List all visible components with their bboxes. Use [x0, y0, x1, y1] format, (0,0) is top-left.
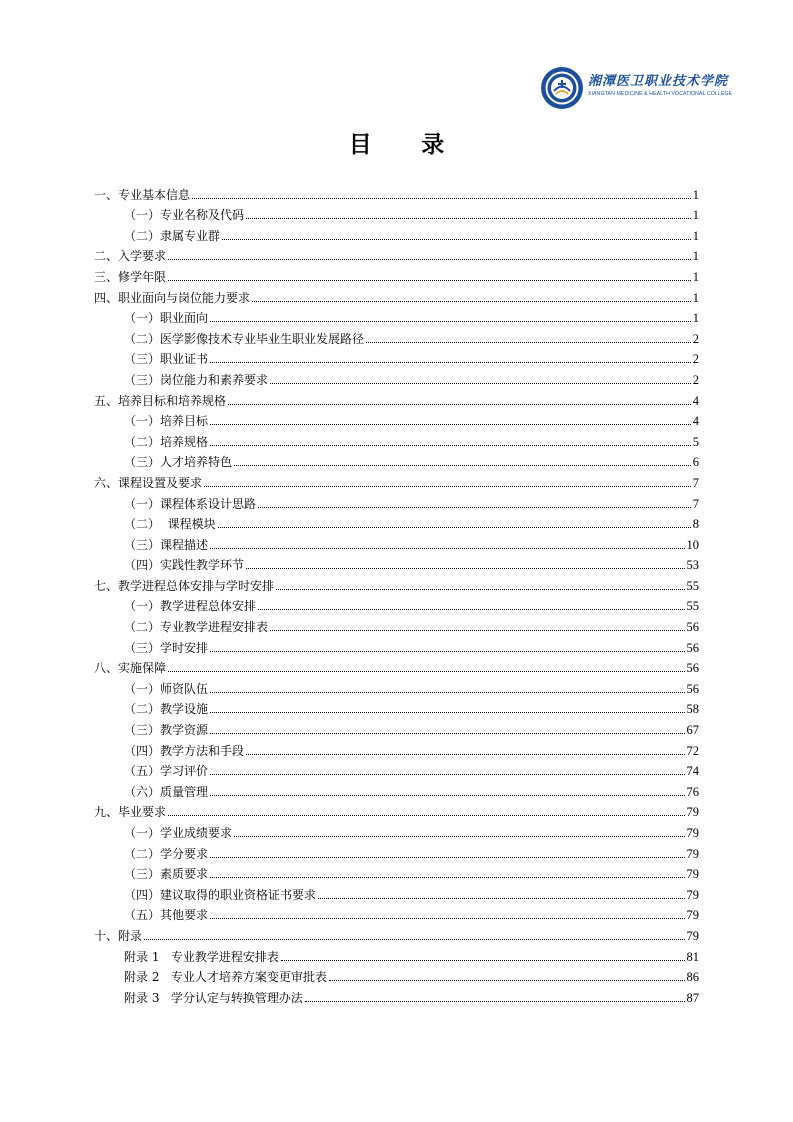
toc-entry[interactable] — [94, 573, 699, 594]
toc-dot-leader — [210, 711, 684, 713]
page-title: 目 录 — [348, 132, 465, 158]
toc-dot-leader — [366, 341, 691, 343]
toc-dot-leader — [258, 608, 684, 610]
college-name-en: XIANGTAN MEDICINE & HEALTH VOCATIONAL COLLEGE — [588, 91, 733, 97]
toc-entry-page: 6 — [692, 455, 699, 470]
toc-entry-page: 79 — [686, 826, 699, 840]
toc-entry-page: 86 — [686, 970, 699, 985]
toc-entry[interactable] — [94, 491, 699, 512]
toc-entry-title: （四）教学方法和手段 — [124, 743, 245, 758]
toc-dot-leader — [234, 464, 691, 466]
college-name-cn: 湘潭医卫职业技术学院 — [588, 74, 729, 89]
toc-entry-title: （三）素质要求 — [124, 867, 209, 882]
toc-dot-leader — [270, 382, 691, 384]
toc-entry-title: 七、教学进程总体安排与学时安排 — [94, 578, 275, 593]
toc-entry[interactable] — [94, 820, 699, 841]
toc-entry-title: （一）课程体系设计思路 — [124, 496, 257, 511]
toc-entry[interactable] — [94, 800, 699, 821]
toc-entry-page: 74 — [686, 764, 699, 779]
toc-entry-page: 56 — [686, 681, 699, 696]
toc-entry-page: 1 — [692, 290, 699, 305]
toc-dot-leader — [210, 361, 691, 363]
toc-entry-page: 1 — [692, 269, 699, 284]
toc-dot-leader — [246, 217, 691, 219]
toc-entry-title: 十、附录 — [94, 928, 143, 943]
toc-entry-title: （一）教学进程总体安排 — [124, 599, 257, 614]
toc-entry-title: 五、培养目标和培养规格 — [94, 393, 227, 408]
toc-entry[interactable] — [94, 965, 699, 986]
toc-entry[interactable] — [94, 841, 699, 862]
toc-entry[interactable] — [94, 903, 699, 924]
toc-dot-leader — [210, 650, 684, 652]
toc-dot-leader — [210, 691, 684, 693]
toc-entry[interactable] — [94, 285, 699, 306]
toc-entry[interactable] — [94, 223, 699, 244]
toc-entry-page: 79 — [686, 887, 699, 902]
toc-entry[interactable] — [94, 759, 699, 780]
toc-dot-leader — [210, 876, 684, 878]
toc-entry-title: （二）专业教学进程安排表 — [124, 620, 269, 635]
toc-dot-leader — [210, 547, 684, 549]
toc-entry-page: 1 — [692, 228, 699, 243]
toc-entry[interactable] — [94, 553, 699, 574]
toc-dot-leader — [144, 938, 684, 940]
toc-entry[interactable] — [94, 614, 699, 635]
toc-entry-title: （三）职业证书 — [124, 352, 209, 367]
toc-entry-page: 55 — [686, 578, 699, 593]
toc-entry-page: 2 — [692, 352, 699, 367]
toc-dot-leader — [218, 526, 691, 528]
toc-entry-page: 79 — [686, 805, 699, 820]
toc-entry-page: 7 — [692, 496, 699, 511]
toc-dot-leader — [234, 835, 684, 837]
toc-entry-page: 55 — [686, 599, 699, 614]
toc-entry-page: 56 — [686, 661, 699, 676]
toc-entry-title: （一）师资队伍 — [124, 681, 209, 696]
toc-dot-leader — [192, 197, 691, 199]
toc-entry-title: 一、专业基本信息 — [94, 187, 191, 202]
toc-entry-page: 1 — [692, 249, 699, 264]
toc-entry-page: 1 — [692, 187, 699, 202]
toc-dot-leader — [281, 959, 685, 961]
toc-entry-page: 56 — [686, 640, 699, 655]
toc-entry[interactable] — [94, 944, 699, 965]
toc-entry-title: （二）教学设施 — [124, 702, 209, 717]
toc-dot-leader — [210, 794, 684, 796]
toc-entry-page: 2 — [692, 331, 699, 346]
table-of-contents — [94, 182, 699, 1006]
toc-dot-leader — [329, 979, 685, 981]
toc-dot-leader — [210, 732, 684, 734]
college-wordmark — [588, 70, 758, 97]
toc-dot-leader — [276, 588, 684, 590]
toc-entry[interactable] — [94, 347, 699, 368]
toc-dot-leader — [204, 485, 691, 487]
toc-entry-title: 九、毕业要求 — [94, 805, 167, 820]
toc-entry-page: 79 — [686, 846, 699, 861]
toc-entry-page: 76 — [686, 784, 699, 799]
toc-dot-leader — [210, 320, 691, 322]
toc-dot-leader — [222, 238, 691, 240]
toc-entry[interactable] — [94, 779, 699, 800]
toc-dot-leader — [210, 423, 691, 425]
toc-entry-title: （三）教学资源 — [124, 723, 209, 738]
toc-entry[interactable] — [94, 923, 699, 944]
toc-entry-title: （五）其他要求 — [124, 908, 209, 923]
toc-entry[interactable] — [94, 429, 699, 450]
toc-entry-page: 4 — [692, 393, 699, 408]
toc-entry-title: （四）建议取得的职业资格证书要求 — [124, 887, 317, 902]
toc-entry-title: （三）岗位能力和素养要求 — [124, 372, 269, 387]
toc-entry-title: 四、职业面向与岗位能力要求 — [94, 290, 251, 305]
toc-entry-title: （二）培养规格 — [124, 434, 209, 449]
toc-entry-page: 67 — [686, 723, 699, 738]
toc-entry-page: 4 — [692, 414, 699, 429]
toc-dot-leader — [210, 917, 684, 919]
toc-entry[interactable] — [94, 244, 699, 265]
toc-entry-page: 79 — [686, 908, 699, 923]
toc-entry-title: 二、入学要求 — [94, 249, 167, 264]
toc-entry-page: 1 — [692, 208, 699, 223]
toc-entry[interactable] — [94, 367, 699, 388]
toc-entry[interactable] — [94, 512, 699, 533]
toc-entry[interactable] — [94, 676, 699, 697]
toc-dot-leader — [252, 300, 691, 302]
toc-entry[interactable] — [94, 203, 699, 224]
toc-dot-leader — [168, 814, 684, 816]
toc-entry-page: 56 — [686, 620, 699, 635]
toc-entry-page: 5 — [692, 434, 699, 449]
toc-dot-leader — [305, 1000, 685, 1002]
toc-dot-leader — [258, 506, 691, 508]
toc-entry-title: （一）专业名称及代码 — [124, 208, 245, 223]
toc-entry[interactable] — [94, 985, 699, 1006]
toc-dot-leader — [168, 670, 684, 672]
toc-entry[interactable] — [94, 697, 699, 718]
toc-entry-page: 87 — [686, 990, 699, 1005]
toc-entry[interactable] — [94, 326, 699, 347]
toc-entry[interactable] — [94, 409, 699, 430]
toc-dot-leader — [228, 403, 691, 405]
toc-entry-title: （二）隶属专业群 — [124, 228, 221, 243]
toc-dot-leader — [210, 856, 684, 858]
toc-entry[interactable] — [94, 635, 699, 656]
toc-entry[interactable] — [94, 862, 699, 883]
toc-entry-page: 79 — [686, 928, 699, 943]
toc-entry-title: （二）医学影像技术专业毕业生职业发展路径 — [124, 331, 365, 346]
toc-entry-title: 附录 3 学分认定与转换管理办法 — [124, 990, 303, 1005]
toc-entry[interactable] — [94, 182, 699, 203]
toc-entry[interactable] — [94, 656, 699, 677]
toc-dot-leader — [246, 753, 684, 755]
toc-entry-title: （一）学业成绩要求 — [124, 826, 233, 840]
toc-entry-title: 附录 2 专业人才培养方案变更审批表 — [124, 970, 327, 985]
toc-dot-leader — [270, 629, 684, 631]
toc-entry-title: （一）职业面向 — [124, 311, 209, 326]
toc-entry-title: （三）学时安排 — [124, 640, 209, 655]
toc-entry[interactable] — [94, 264, 699, 285]
toc-dot-leader — [246, 567, 684, 569]
toc-entry[interactable] — [94, 450, 699, 471]
toc-entry[interactable] — [94, 882, 699, 903]
toc-entry[interactable] — [94, 470, 699, 491]
toc-dot-leader — [168, 279, 691, 281]
toc-dot-leader — [210, 444, 691, 446]
toc-entry-title: （五）学习评价 — [124, 764, 209, 779]
toc-entry[interactable] — [94, 306, 699, 327]
toc-entry-title: （三）课程描述 — [124, 537, 209, 552]
toc-entry[interactable] — [94, 594, 699, 615]
toc-entry[interactable] — [94, 717, 699, 738]
toc-entry-title: （一）培养目标 — [124, 414, 209, 429]
toc-entry[interactable] — [94, 388, 699, 409]
toc-entry-title: （六）质量管理 — [124, 784, 209, 799]
toc-dot-leader — [318, 897, 684, 899]
toc-entry[interactable] — [94, 532, 699, 553]
toc-entry-page: 10 — [686, 537, 699, 552]
toc-entry-title: 附录 1 专业教学进程安排表 — [124, 949, 279, 964]
toc-entry-page: 8 — [692, 517, 699, 532]
toc-entry-page: 81 — [686, 949, 699, 964]
toc-entry-title: （四）实践性教学环节 — [124, 558, 245, 573]
toc-entry-title: （三）人才培养特色 — [124, 455, 233, 470]
toc-entry[interactable] — [94, 738, 699, 759]
toc-entry-title: 六、课程设置及要求 — [94, 475, 203, 490]
toc-dot-leader — [210, 773, 684, 775]
toc-entry-page: 53 — [686, 558, 699, 573]
toc-entry-page: 1 — [692, 311, 699, 326]
toc-entry-page: 2 — [692, 372, 699, 387]
toc-entry-title: 三、修学年限 — [94, 269, 167, 284]
toc-entry-page: 7 — [692, 475, 699, 490]
toc-entry-title: （二）学分要求 — [124, 846, 209, 861]
toc-entry-title: （二） 课程模块 — [124, 517, 216, 532]
toc-entry-page: 58 — [686, 702, 699, 717]
toc-entry-title: 八、实施保障 — [94, 661, 167, 676]
toc-entry-page: 79 — [686, 867, 699, 882]
college-logo-icon — [540, 66, 584, 110]
toc-entry-page: 72 — [686, 743, 699, 758]
toc-dot-leader — [168, 258, 691, 260]
